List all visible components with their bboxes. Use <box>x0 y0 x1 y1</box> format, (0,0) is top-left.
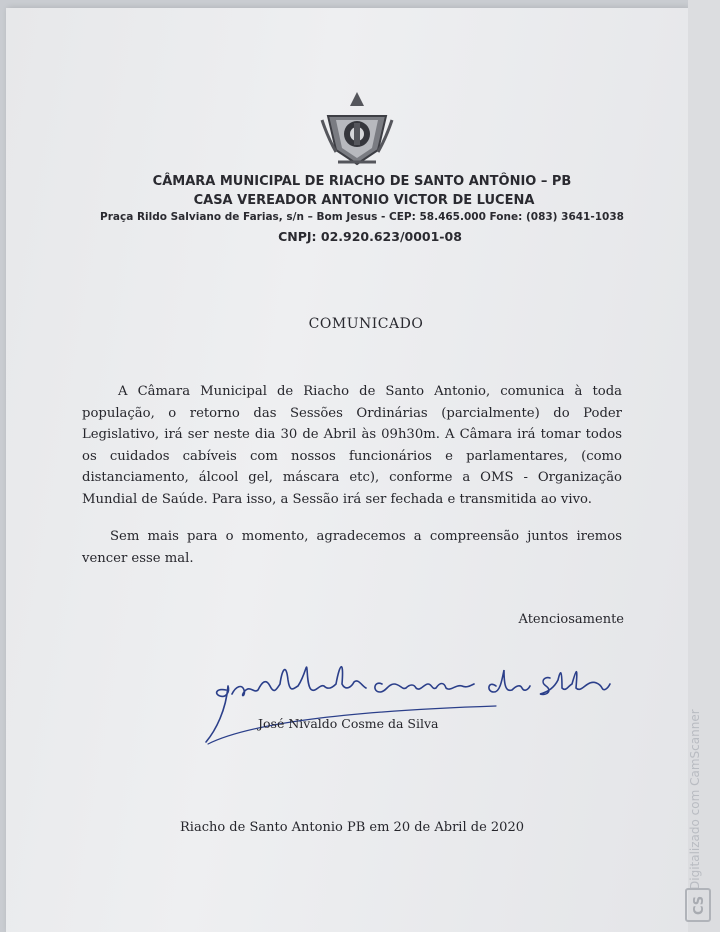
cnpj-line: CNPJ: 02.920.623/0001-08 <box>278 229 462 244</box>
camscanner-logo-icon: CS <box>685 888 711 922</box>
signer-name: José Nivaldo Cosme da Silva <box>258 716 439 731</box>
closing-salutation: Atenciosamente <box>518 612 624 627</box>
body-paragraph: A Câmara Municipal de Riacho de Santo Antonio, comunica à toda população, o retorno das Sessões Ordinárias (parcialmente) do Poder Legislativo, irá ser neste dia 30 de Abril às 09h30m. A Câmara irá tomar todos os cuidados cabíveis com nossos funcionários e parlamentares, (como distanciamento, álcool gel, máscara etc), conforme a OMS - Organização Mundial de Saúde. Para isso, a Sessão irá ser fechada e transmitida ao vivo. <box>82 384 622 507</box>
institution-name: CÂMARA MUNICIPAL DE RIACHO DE SANTO ANTÔNIO – PB <box>152 174 572 189</box>
place-and-date: Riacho de Santo Antonio PB em 20 de Abril de 2020 <box>180 820 524 835</box>
document-title: COMUNICADO <box>308 316 424 332</box>
house-name: CASA VEREADOR ANTONIO VICTOR DE LUCENA <box>193 193 535 208</box>
address-line: Praça Rildo Salviano de Farias, s/n – Bom Jesus - CEP: 58.465.000 Fone: (083) 3641-1038 <box>100 211 624 223</box>
handwritten-signature <box>196 650 636 750</box>
body-paragraph: Sem mais para o momento, agradecemos a compreensão juntos iremos vencer esse mal. <box>82 529 622 566</box>
municipal-crest-icon <box>318 90 396 168</box>
scanner-watermark: Digitalizado com CamScanner <box>688 709 702 890</box>
